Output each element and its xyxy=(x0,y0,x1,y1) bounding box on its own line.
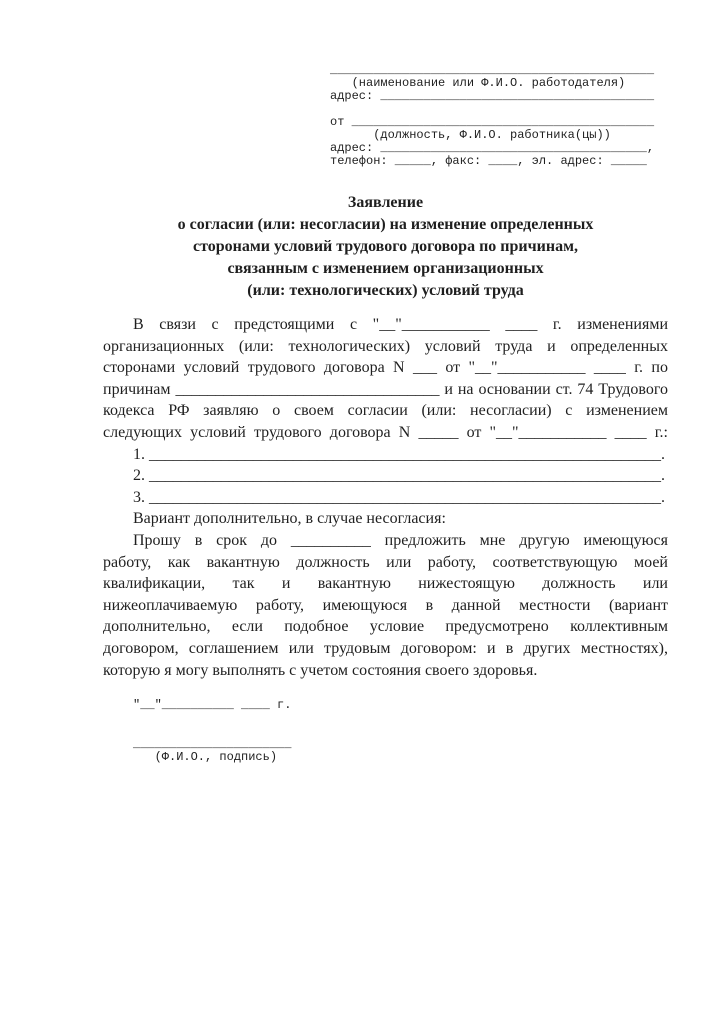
signature-line: ______________________ xyxy=(133,737,292,752)
paragraph1-line: организационных (или: технологических) условий труда и определенных xyxy=(103,337,668,355)
paragraph2-line: которую я могу выполнять с учетом состояния своего здоровья. xyxy=(103,661,538,679)
page-title: Заявление xyxy=(347,194,424,211)
paragraph2-line: Прошу в срок до __________ предложить мне другую имеющуюся xyxy=(133,531,668,549)
document-title-block xyxy=(103,192,668,302)
date-line: "__"__________ ____ г. xyxy=(133,698,292,713)
paragraph2-line: дополнительно, если подобное условие предусмотрено коллективным xyxy=(103,618,668,636)
numbered-blank-line: 1. ________________________________________________________________. xyxy=(133,445,665,463)
title-subtitle-line: сторонами условий трудового договора по причинам, xyxy=(193,238,578,255)
variant-note: Вариант дополнительно, в случае несогласия: xyxy=(133,510,446,528)
paragraph1-line: сторонами условий трудового договора N ___ от "__"___________ ____ г. по xyxy=(103,359,668,377)
paragraph1-line: следующих условий трудового договора N _____ от "__"___________ ____ г.: xyxy=(103,423,668,441)
paragraph2-line: нижеоплачиваемую работу, имеющуюся в данной местности (вариант xyxy=(103,596,668,614)
paragraph2-line: работу, как вакантную должность или работу, соответствующую моей xyxy=(103,553,668,571)
paragraph2-line: квалификации, так и вакантную нижестоящую должность или xyxy=(103,575,668,593)
numbered-blank-line: 2. ________________________________________________________________. xyxy=(133,467,665,485)
document-body xyxy=(103,314,668,681)
employer-header-block xyxy=(330,64,723,168)
worker-contacts-line: телефон: _____, факс: ____, эл. адрес: _____ xyxy=(330,154,647,168)
title-subtitle-line: (или: технологических) условий труда xyxy=(247,282,524,299)
from-worker-line: от __________________________________________ xyxy=(330,115,655,129)
numbered-blank-line: 3. ________________________________________________________________. xyxy=(133,488,665,506)
paragraph1-line: В связи с предстоящими с "__"___________ ____ г. изменениями xyxy=(133,316,668,333)
signature-caption: (Ф.И.О., подпись) xyxy=(133,750,278,765)
employer-name-caption: (наименование или Ф.И.О. работодателя) xyxy=(330,76,626,90)
paragraph1-line: причинам _________________________________ и на основании ст. 74 Трудового xyxy=(103,380,668,398)
paragraph1-line: кодекса РФ заявляю о своем согласии (или: несогласии) с изменением xyxy=(103,402,668,420)
employer-name-blank-line: _____________________________________________ xyxy=(330,63,655,77)
title-subtitle-line: связанным с изменением организационных xyxy=(227,260,544,277)
employer-address-line: адрес: ______________________________________ xyxy=(330,89,655,103)
worker-address-line: адрес: _____________________________________, xyxy=(330,141,655,155)
signature-block xyxy=(133,699,723,764)
paragraph2-line: договором, соглашением или трудовым договором: и в других местностях), xyxy=(103,639,668,657)
worker-position-caption: (должность, Ф.И.О. работника(цы)) xyxy=(330,128,611,142)
title-subtitle-line: о согласии (или: несогласии) на изменение определенных xyxy=(177,216,594,233)
